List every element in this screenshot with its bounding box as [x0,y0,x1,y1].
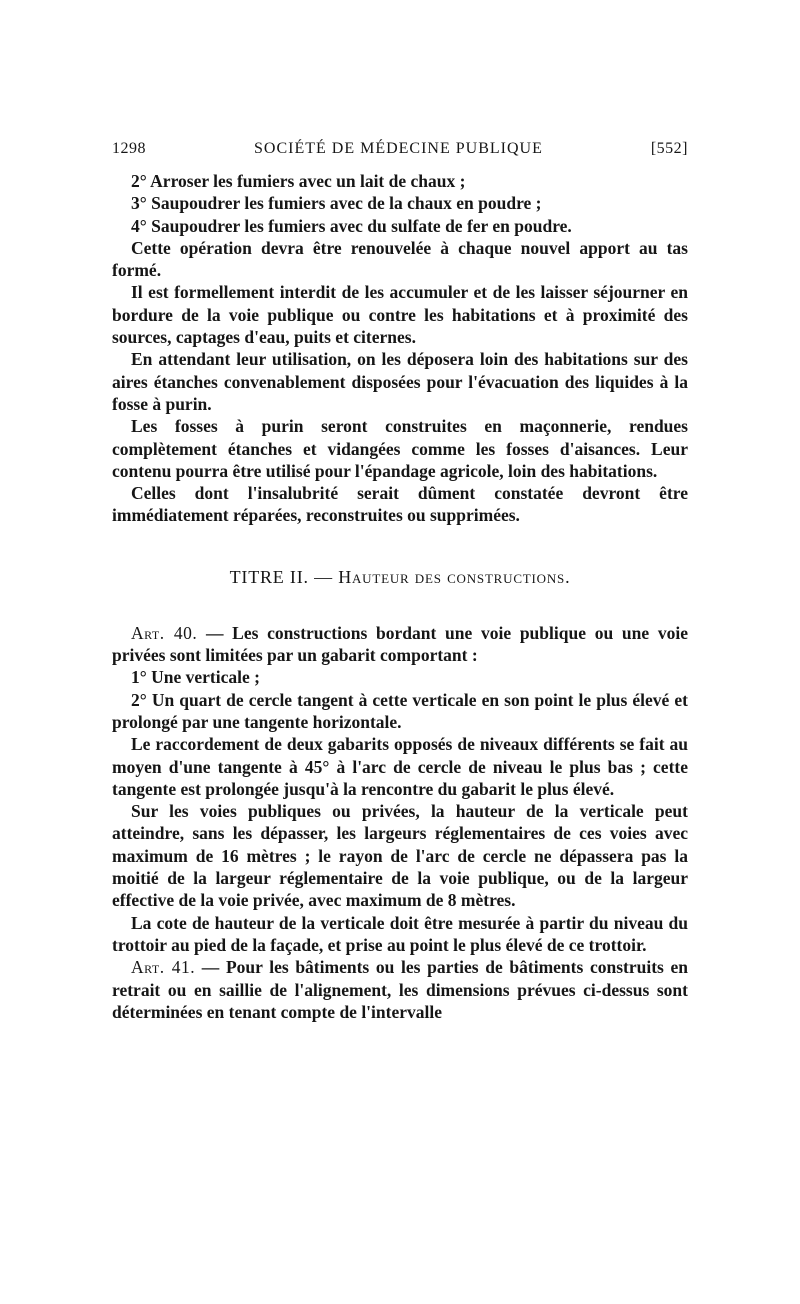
section-heading [112,566,688,588]
list-item-3: 3° Saupoudrer les fumiers avec de la chaux en poudre ; [131,193,542,214]
paragraph-renewal: Cette opération devra être renouvelée à chaque nouvel apport au tas formé. [112,237,688,281]
article-40-label: Art. 40. [131,622,198,643]
paragraph-quarter-circle: 2° Un quart de cercle tangent à cette verticale en son point le plus élevé et prolongé par une tangente horizontale. [112,689,688,732]
article-40-text: — Les constructions bordant une voie publique ou une voie privées sont limitées par un gabarit comportant : [112,622,688,666]
paragraph-insalubrity: Celles dont l'insalubrité serait dûment constatée devront être immédiatement réparées, reconstruites ou supprimées. [112,483,688,526]
page [112,140,688,1023]
paragraph-prohibition: Il est formellement interdit de les accumuler et de les laisser séjourner en bordure de la voie publique ou contre les habitations et à proximité des sources, captages d'eau, puits et citernes. [112,282,688,348]
page-number: 1298 [112,140,146,157]
paragraph-vertical: 1° Une verticale ; [131,667,260,688]
list-item-2: 2° Arroser les fumiers avec un lait de chaux ; [131,171,466,191]
running-head [112,140,688,170]
article-41-label: Art. 41. [131,957,196,978]
paragraph-height-measure: La cote de hauteur de la verticale doit être mesurée à partir du niveau du trottoir au pied de la façade, et prise au point le plus élevé de ce trottoir. [112,912,688,955]
paragraph-raccordement: Le raccordement de deux gabarits opposés de niveaux différents se fait au moyen d'une tangente à 45° à l'arc de cercle de niveau le plus bas ; cette tangente est prolongée jusqu'à la rencontre du gabarit le plus élevé. [112,734,688,799]
article-41 [112,956,688,1023]
section-prefix: TITRE II. — [229,566,339,587]
bracket-page-number: [552] [650,140,688,157]
section-name: Hauteur des constructions. [338,566,571,587]
paragraph-storage: En attendant leur utilisation, on les déposera loin des habitations sur des aires étanches convenablement disposées pour l'évacuation des liquides à la fosse à purin. [112,349,688,414]
list-item-4: 4° Saupoudrer les fumiers avec du sulfate de fer en poudre. [131,215,572,236]
article-40 [112,622,688,667]
article-41-text: — Pour les bâtiments ou les parties de bâtiments construits en retrait ou en saillie de l'alignement, les dimensions prévues ci-dessus sont déterminées en tenant compte de l'intervalle [112,957,688,1022]
paragraph-fosses: Les fosses à purin seront construites en maçonnerie, rendues complètement étanches et vidangées comme les fosses d'aisances. Leur contenu pourra être utilisé pour l'épandage agricole, loin des habitations. [112,416,688,481]
running-title: SOCIÉTÉ DE MÉDECINE PUBLIQUE [253,140,543,157]
paragraph-height-limits: Sur les voies publiques ou privées, la hauteur de la verticale peut atteindre, sans les dépasser, les largeurs réglementaires de ces voies avec maximum de 16 mètres ; le rayon de l'arc de cercle ne dépassera pas la moitié de la largeur réglementaire de la voie publique, ou de la largeur effective de la voie privée, avec maximum de 8 mètres. [112,801,688,911]
